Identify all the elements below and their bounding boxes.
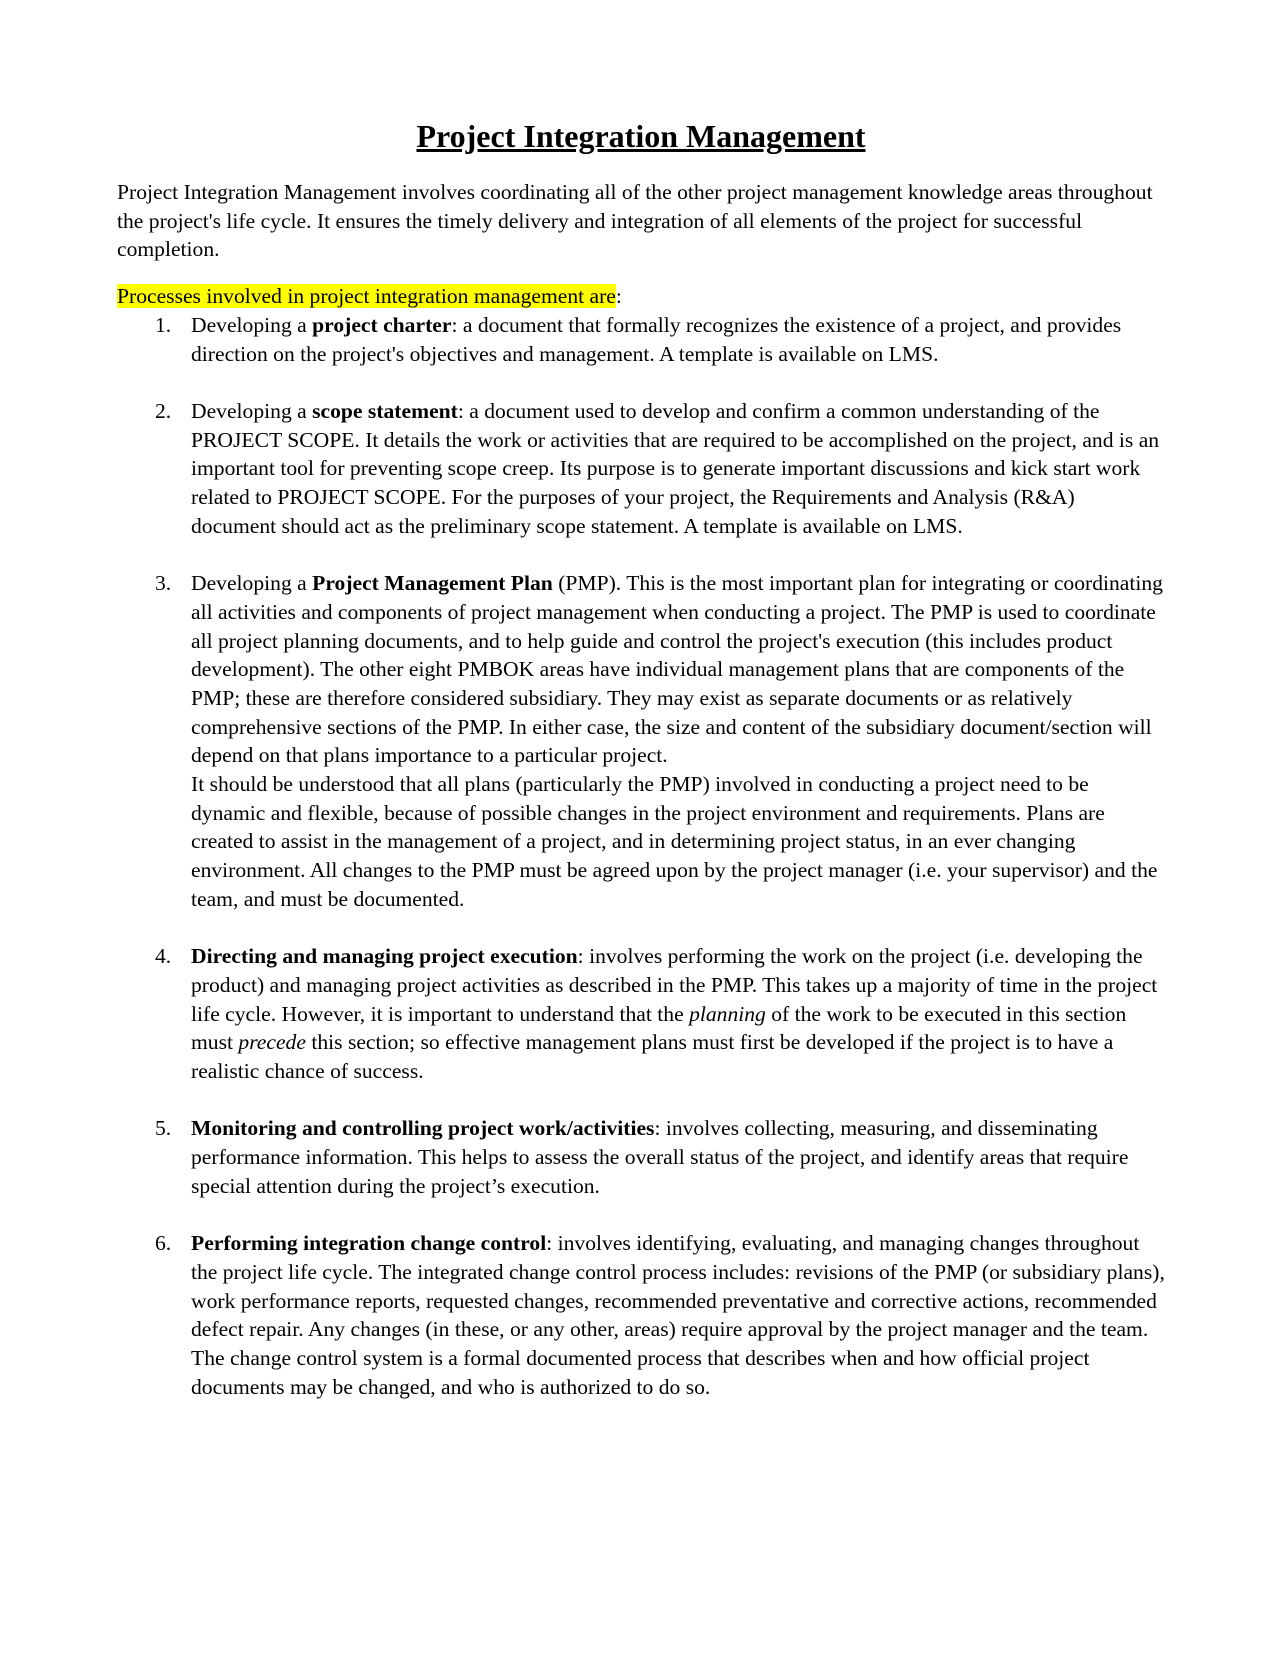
highlighted-text: Processes involved in project integration management are bbox=[117, 284, 616, 309]
item-term: scope statement bbox=[312, 398, 458, 423]
list-number: 6. bbox=[155, 1231, 172, 1256]
list-item-scope-statement bbox=[117, 397, 1165, 541]
list-item-monitoring-controlling bbox=[117, 1114, 1165, 1200]
list-number: 5. bbox=[155, 1116, 172, 1141]
page-title: Project Integration Management bbox=[416, 118, 866, 154]
item-body: : a document that formally recognizes the existence of a project, and provides direction on the project's objectives and management. A template is available on LMS. bbox=[191, 312, 1122, 366]
item-body: : a document used to develop and confirm a common understanding of the PROJECT SCOPE. It details the work or activities that are required to be accomplished on the project, and is an important tool for preventing scope creep. Its purpose is to generate important discussions and kick start work related to PROJECT SCOPE. For the purposes of your project, the Requirements and Analysis (R&A) document should act as the preliminary scope statement. A template is available on LMS. bbox=[191, 398, 1160, 538]
item-term: Directing and managing project execution bbox=[191, 944, 578, 969]
process-list bbox=[117, 311, 1165, 1402]
item-body: of the work to be executed in this section must bbox=[191, 1001, 1127, 1055]
list-number: 3. bbox=[155, 571, 172, 596]
item-body: : involves performing the work on the project (i.e. developing the product) and managing project activities as described in the PMP. This takes up a majority of time in the project life cycle. However, it is important to understand that the bbox=[191, 944, 1158, 1026]
item-body: this section; so effective management plans must first be developed if the project is to have a realistic chance of success. bbox=[191, 1030, 1114, 1084]
item-body: : involves collecting, measuring, and disseminating performance information. This helps to assess the overall status of the project, and identify areas that require special attention during the project’s execution. bbox=[191, 1116, 1129, 1198]
item-term: project charter bbox=[312, 312, 452, 337]
item-body: (PMP). This is the most important plan for integrating or coordinating all activities and components of project management when conducting a project. The PMP is used to coordinate all project planning documents, and to help guide and control the project's execution (this includes product development). The other eight PMBOK areas have individual management plans that are components of the PMP; these are therefore considered subsidiary. They may exist as separate documents or as relatively comprehensive sections of the PMP. In either case, the size and content of the subsidiary document/section will depend on that plans importance to a particular project. bbox=[191, 571, 1163, 768]
item-lead-text: Developing a bbox=[191, 398, 313, 423]
item-term: Monitoring and controlling project work/activities bbox=[191, 1116, 655, 1141]
list-item-project-charter bbox=[117, 311, 1165, 368]
list-item-directing-execution bbox=[117, 942, 1165, 1086]
intro-paragraph: Project Integration Management involves coordinating all of the other project management knowledge areas throughout the project's life cycle. It ensures the timely delivery and integration of all elements of the project for successful completion. bbox=[117, 180, 1153, 262]
item-term: Project Management Plan bbox=[312, 571, 553, 596]
item-extra-paragraph: The change control system is a formal documented process that describes when and how official project documents may be changed, and who is authorized to do so. bbox=[191, 1346, 1090, 1399]
item-term: Performing integration change control bbox=[191, 1231, 547, 1256]
list-item-project-management-plan bbox=[117, 569, 1165, 913]
list-number: 1. bbox=[155, 312, 172, 337]
item-emphasis: precede bbox=[238, 1030, 306, 1055]
item-extra-paragraph: It should be understood that all plans (particularly the PMP) involved in conducting a project need to be dynamic and flexible, because of possible changes in the project environment and requirements. Plans are created to assist in the management of a project, and in determining project status, in an ever changing environment. All changes to the PMP must be agreed upon by the project manager (i.e. your supervisor) and the team, and must be documented. bbox=[191, 772, 1158, 911]
document-body bbox=[117, 116, 1165, 1401]
processes-lead bbox=[117, 282, 1165, 311]
processes-lead-colon: : bbox=[615, 284, 622, 309]
item-lead-text: Developing a bbox=[191, 312, 313, 337]
list-number: 2. bbox=[155, 398, 172, 423]
list-item-change-control bbox=[117, 1229, 1165, 1401]
item-lead-text: Developing a bbox=[191, 571, 313, 596]
item-emphasis: planning bbox=[689, 1001, 766, 1026]
list-number: 4. bbox=[155, 944, 172, 969]
item-body: : involves identifying, evaluating, and managing changes throughout the project life cycle. The integrated change control process includes: revisions of the PMP (or subsidiary plans), work performance reports, requested changes, recommended preventative and corrective actions, recommended defect repair. Any changes (in these, or any other, areas) require approval by the project manager and the team. bbox=[191, 1231, 1165, 1342]
